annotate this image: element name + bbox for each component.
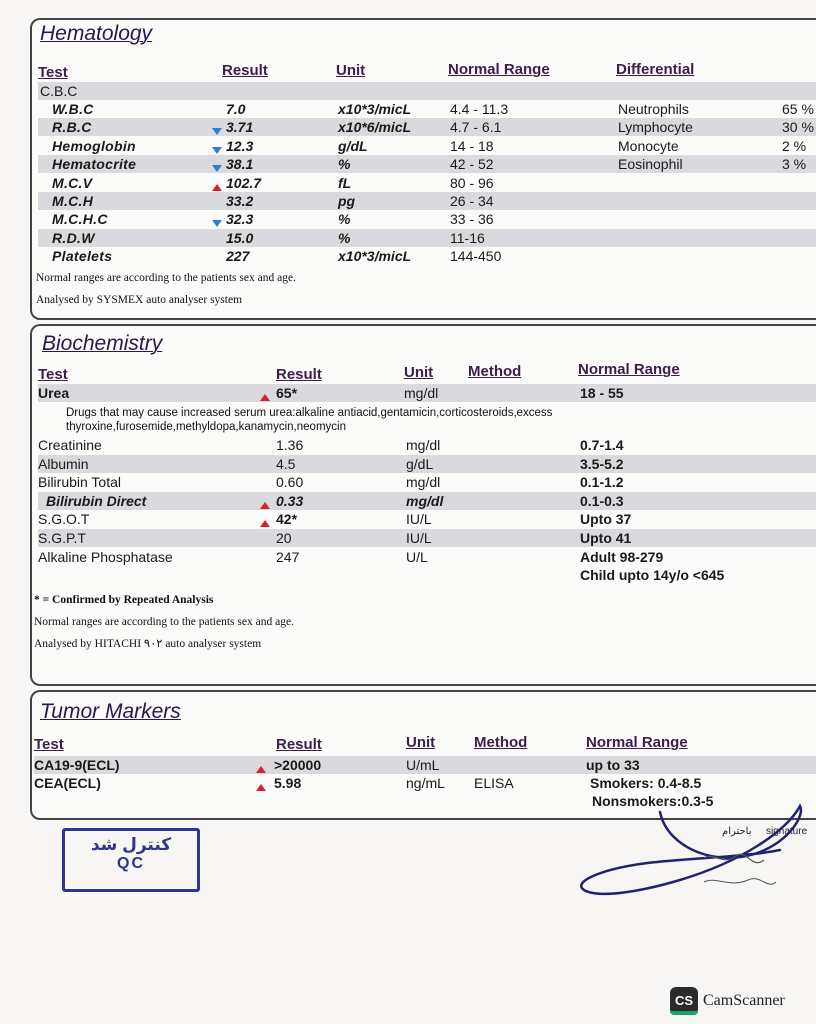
hematology-result: 3.71 xyxy=(226,119,254,136)
differential-value: 3 % xyxy=(782,156,807,173)
hematology-unit: % xyxy=(338,229,351,246)
hematology-test: M.C.V xyxy=(52,174,93,191)
urea-drug-note-line1: Drugs that may cause increased serum urea:alkaline antiacid,gentamicin,corticosteroids,excess xyxy=(66,407,553,419)
hematology-test: R.B.C xyxy=(52,119,92,136)
biochemistry-result: 0.60 xyxy=(276,474,304,491)
hematology-unit: x10*3/micL xyxy=(338,101,412,117)
biochemistry-header-result: Result xyxy=(276,366,322,383)
urea-test: Urea xyxy=(38,385,70,401)
tumor-row xyxy=(34,756,816,774)
hematology-row xyxy=(38,137,816,155)
hematology-row xyxy=(38,100,816,118)
hematology-test: M.C.H xyxy=(52,193,94,209)
hematology-test: Hemoglobin xyxy=(52,137,136,154)
tumor-range: Smokers: 0.4-8.5 xyxy=(590,775,702,791)
differential-name: Neutrophils xyxy=(618,101,689,117)
hematology-panel xyxy=(30,18,816,320)
biochemistry-row xyxy=(38,548,816,566)
hematology-unit: % xyxy=(338,211,351,228)
hematology-result: 227 xyxy=(226,248,250,265)
tumor-method: ELISA xyxy=(474,775,514,791)
camscanner-logo-icon: CS xyxy=(670,987,698,1015)
hematology-unit: x10*6/micL xyxy=(338,119,412,136)
differential-value: 65 % xyxy=(782,101,814,117)
tumor-range: up to 33 xyxy=(586,757,640,773)
biochemistry-unit: IU/L xyxy=(406,530,432,546)
hematology-range: 33 - 36 xyxy=(450,211,494,228)
hematology-test: Platelets xyxy=(52,248,113,265)
biochemistry-header-unit: Unit xyxy=(404,364,434,381)
hematology-result: 15.0 xyxy=(226,229,254,246)
biochemistry-result: 20 xyxy=(276,530,292,546)
tumor-markers-panel xyxy=(30,690,816,820)
tumor-row xyxy=(34,774,816,792)
hematology-unit: pg xyxy=(338,193,356,209)
biochemistry-row xyxy=(38,473,816,491)
biochemistry-row xyxy=(38,529,816,547)
biochemistry-note-ranges: Normal ranges are according to the patients sex and age. xyxy=(34,616,294,628)
biochemistry-panel xyxy=(30,324,816,686)
qc-stamp-persian: کنترل شد xyxy=(90,835,172,854)
biochemistry-range: Adult 98-279 xyxy=(580,548,664,565)
hematology-range: 144-450 xyxy=(450,248,502,265)
hematology-range: 4.4 - 11.3 xyxy=(450,101,509,117)
hematology-header-unit: Unit xyxy=(336,62,366,79)
hematology-row xyxy=(38,210,816,228)
urea-result: 65* xyxy=(276,385,298,401)
differential-name: Lymphocyte xyxy=(618,119,693,136)
tumor-result: 5.98 xyxy=(274,775,302,791)
tumor-header-test: Test xyxy=(34,736,64,753)
hematology-result: 102.7 xyxy=(226,174,262,191)
biochemistry-test: Creatinine xyxy=(38,437,102,453)
hematology-range: 42 - 52 xyxy=(450,156,494,173)
hematology-title: Hematology xyxy=(40,22,153,45)
biochemistry-unit: mg/dl xyxy=(406,437,441,453)
hematology-result: 32.3 xyxy=(226,211,254,228)
hematology-test: M.C.H.C xyxy=(52,211,108,228)
tumor-test: CEA(ECL) xyxy=(34,775,101,791)
signature-label: signature xyxy=(766,826,808,837)
biochemistry-unit: mg/dl xyxy=(406,492,444,509)
biochemistry-range: 0.7-1.4 xyxy=(580,437,624,453)
hematology-row xyxy=(38,118,816,136)
biochemistry-row xyxy=(38,436,816,454)
biochemistry-result: 4.5 xyxy=(276,455,296,472)
hematology-range: 11-16 xyxy=(450,229,485,246)
hematology-range: 14 - 18 xyxy=(450,137,494,154)
hematology-test: W.B.C xyxy=(52,101,94,117)
hematology-header-test: Test xyxy=(38,64,68,81)
biochemistry-test: Alkaline Phosphatase xyxy=(38,548,173,565)
biochemistry-range: Upto 41 xyxy=(580,530,632,546)
differential-name: Monocyte xyxy=(618,137,679,154)
tumor-header-range: Normal Range xyxy=(586,734,688,751)
hematology-row xyxy=(38,229,816,247)
differential-value: 30 % xyxy=(782,119,814,136)
biochemistry-unit: mg/dl xyxy=(406,474,441,491)
hematology-row xyxy=(38,247,816,265)
hematology-note-analyser: Analysed by SYSMEX auto analyser system xyxy=(36,294,243,306)
hematology-unit: g/dL xyxy=(338,137,368,154)
hematology-unit: x10*3/micL xyxy=(338,248,412,265)
tumor-test: CA19-9(ECL) xyxy=(34,757,120,773)
biochemistry-test: Bilirubin Direct xyxy=(46,492,147,509)
differential-name: Eosinophil xyxy=(618,156,683,173)
tumor-header-result: Result xyxy=(276,736,322,753)
hematology-range: 4.7 - 6.1 xyxy=(450,119,502,136)
qc-stamp xyxy=(62,828,200,892)
biochemistry-test: Albumin xyxy=(38,455,89,472)
urea-row xyxy=(38,384,816,402)
hematology-test: R.D.W xyxy=(52,229,95,246)
tumor-markers-title: Tumor Markers xyxy=(40,700,181,723)
biochemistry-unit: g/dL xyxy=(406,455,434,472)
arrow-up-icon xyxy=(256,779,269,797)
hematology-test: Hematocrite xyxy=(52,156,137,173)
biochemistry-unit: U/L xyxy=(406,548,428,565)
arrow-up-icon xyxy=(260,389,273,407)
biochemistry-result: 0.33 xyxy=(276,492,304,509)
hematology-header-differential: Differential xyxy=(616,61,695,78)
qc-stamp-latin: QC xyxy=(117,855,145,872)
biochemistry-result: 247 xyxy=(276,548,300,565)
biochemistry-title: Biochemistry xyxy=(42,332,163,355)
biochemistry-row xyxy=(38,510,816,528)
biochemistry-note-confirmed: * = Confirmed by Repeated Analysis xyxy=(34,594,214,606)
cbc-group-row xyxy=(38,82,816,100)
biochemistry-row xyxy=(38,455,816,473)
biochemistry-range: 0.1-1.2 xyxy=(580,474,624,491)
hematology-range: 80 - 96 xyxy=(450,174,494,191)
tumor-unit: ng/mL xyxy=(406,775,445,791)
biochemistry-row xyxy=(38,492,816,510)
tumor-unit: U/mL xyxy=(406,757,440,773)
biochemistry-note-analyser: Analysed by HITACHI ٩٠٢ auto analyser system xyxy=(34,638,262,650)
hematology-unit: fL xyxy=(338,174,352,191)
hematology-row xyxy=(38,192,816,210)
cea-nonsmokers-range: Nonsmokers:0.3-5 xyxy=(592,793,714,809)
tumor-result: >20000 xyxy=(274,757,322,773)
hematology-range: 26 - 34 xyxy=(450,193,494,209)
hematology-header-result: Result xyxy=(222,62,268,79)
biochemistry-header-method: Method xyxy=(468,363,522,380)
biochemistry-range: 3.5-5.2 xyxy=(580,455,624,472)
biochemistry-unit: IU/L xyxy=(406,511,432,528)
hematology-result: 12.3 xyxy=(226,137,254,154)
hematology-unit: % xyxy=(338,156,351,173)
biochemistry-result: 42* xyxy=(276,511,298,528)
biochemistry-test: S.G.P.T xyxy=(38,530,86,546)
biochemistry-range: Upto 37 xyxy=(580,511,632,528)
hematology-row xyxy=(38,174,816,192)
differential-value: 2 % xyxy=(782,137,807,154)
hematology-result: 7.0 xyxy=(226,101,246,117)
cbc-group-label: C.B.C xyxy=(40,83,78,99)
alp-child-range: Child upto 14y/o <645 xyxy=(580,567,725,583)
signature-respect-text: باحترام xyxy=(722,826,752,837)
urea-drug-note-line2: thyroxine,furosemide,methyldopa,kanamycin,neomycin xyxy=(66,421,346,433)
biochemistry-test: S.G.O.T xyxy=(38,511,90,528)
hematology-result: 38.1 xyxy=(226,156,254,173)
biochemistry-range: 0.1-0.3 xyxy=(580,492,624,509)
urea-range: 18 - 55 xyxy=(580,385,624,401)
hematology-note-ranges: Normal ranges are according to the patients sex and age. xyxy=(36,272,296,284)
biochemistry-header-test: Test xyxy=(38,366,68,383)
tumor-header-unit: Unit xyxy=(406,734,436,751)
hematology-row xyxy=(38,155,816,173)
urea-unit: mg/dl xyxy=(404,385,439,401)
hematology-result: 33.2 xyxy=(226,193,254,209)
biochemistry-header-range: Normal Range xyxy=(578,361,680,378)
biochemistry-result: 1.36 xyxy=(276,437,304,453)
camscanner-label: CamScanner xyxy=(703,992,785,1009)
tumor-header-method: Method xyxy=(474,734,528,751)
biochemistry-test: Bilirubin Total xyxy=(38,474,122,491)
hematology-header-range: Normal Range xyxy=(448,61,550,78)
